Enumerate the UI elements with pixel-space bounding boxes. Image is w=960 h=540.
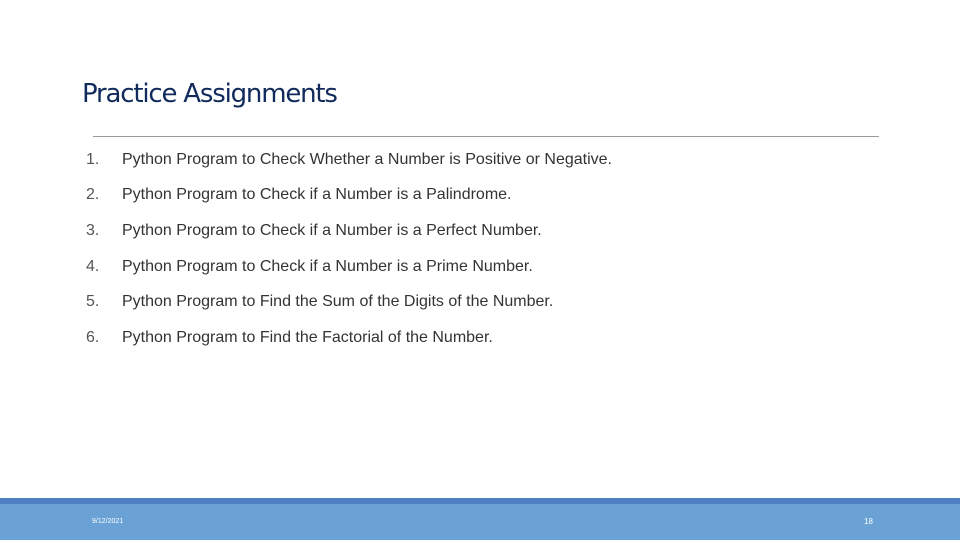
list-item-text: Python Program to Check Whether a Number is Positive or Negative. xyxy=(122,151,612,168)
footer-bar xyxy=(0,504,960,540)
list-item-text: Python Program to Check if a Number is a Palindrome. xyxy=(122,186,512,203)
title-divider xyxy=(93,136,879,137)
list-item-number: 5. xyxy=(86,293,100,310)
list-item-number: 4. xyxy=(86,258,100,275)
list-item-number: 3. xyxy=(86,222,100,239)
list-item-text: Python Program to Find the Sum of the Digits of the Number. xyxy=(122,293,554,310)
slide-title: Practice Assignments xyxy=(82,79,337,109)
list-item-number: 2. xyxy=(86,186,100,203)
footer-date: 9/12/2021 xyxy=(92,518,124,525)
list-item-text: Python Program to Check if a Number is a Prime Number. xyxy=(122,258,533,275)
list-item-number: 6. xyxy=(86,329,100,346)
list-item-text: Python Program to Check if a Number is a Perfect Number. xyxy=(122,222,542,239)
list-item-text: Python Program to Find the Factorial of the Number. xyxy=(122,329,493,346)
list-item-number: 1. xyxy=(86,151,100,168)
page-number: 18 xyxy=(864,517,873,526)
